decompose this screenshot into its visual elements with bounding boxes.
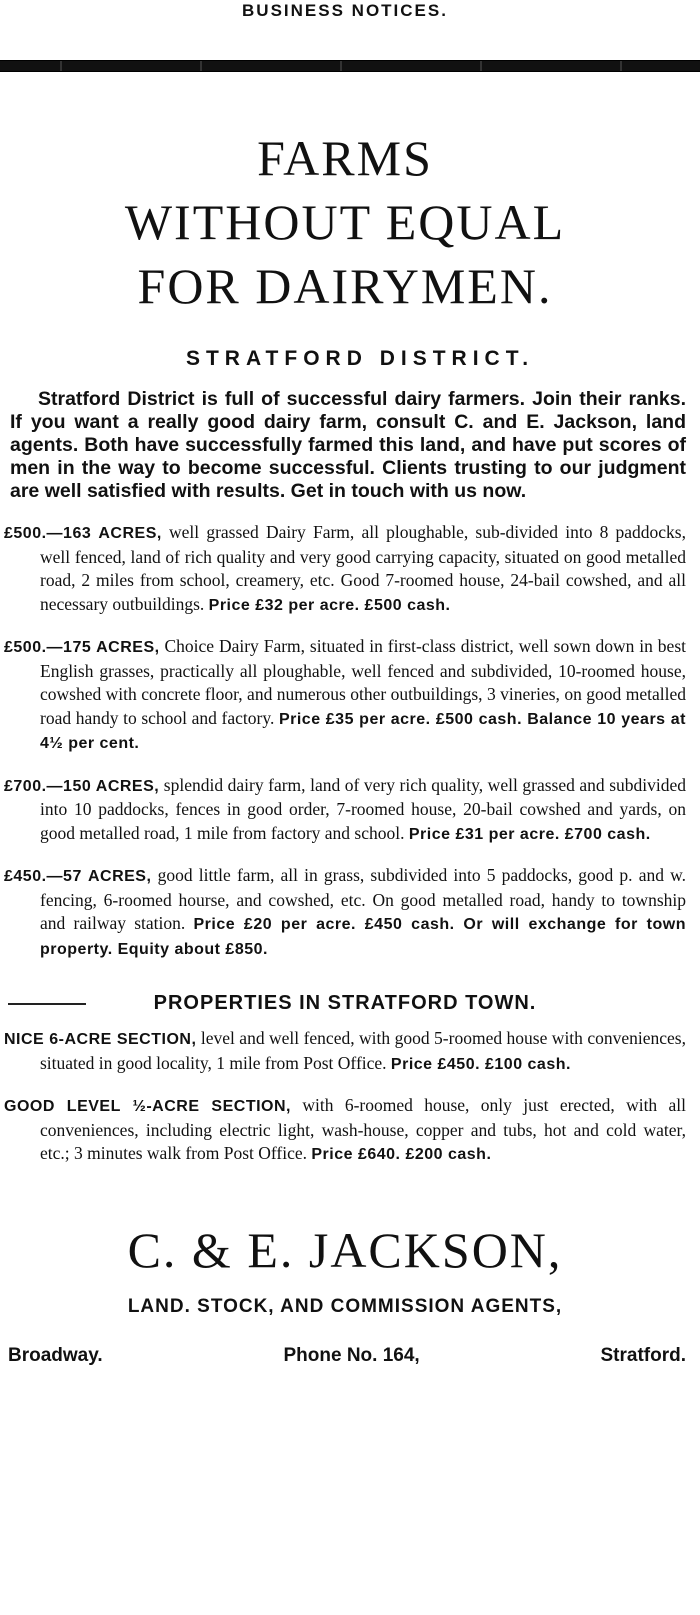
listing-body: good little farm, all in grass, subdivided into 5 paddocks, good p. and w. fencing, 6-roomed hourse, and cowshed, etc. On good metalled road, handy to township and railway station. — [40, 865, 687, 933]
listing-body: splendid dairy farm, land of very rich quality, well grassed and subdivided into 10 paddocks, fences in good order, 7-roomed house, 20-bail cowshed and yards, on good metalled road, 1 mile from factory and school. — [40, 774, 687, 843]
listing-2 — [4, 635, 686, 756]
section-header: BUSINESS NOTICES. — [242, 1, 448, 20]
listing-lead: GOOD LEVEL ½-ACRE SECTION, — [4, 1098, 291, 1115]
listing-body: with 6-roomed house, only just erected, with all conveniences, including electric light, wash-house, copper and tubs, hot and cold water, etc.; 3 minutes walk from Post Office. — [40, 1095, 687, 1163]
town-listing-2 — [4, 1094, 686, 1167]
listing-price: Price £20 per acre. £450 cash. Or will exchange for town property. Equity about £850. — [40, 916, 687, 958]
listing-lead: £500.—163 ACRES, — [4, 525, 162, 542]
address-left: Broadway. — [8, 1344, 103, 1366]
header-rule — [0, 60, 700, 72]
headline-line-1: FARMS — [257, 130, 433, 186]
intro-paragraph: Stratford District is full of successful dairy farmers. Join their ranks. If you want a really good dairy farm, consult C. and E. Jackson, land agents. Both have successfully farmed this land, and have put scores of men in the way to become successful. Clients trusting to our judgment are well satisfied with results. Get in touch with us now. — [10, 388, 686, 502]
listing-price: Price £640. £200 cash. — [311, 1146, 492, 1163]
town-section-title — [4, 989, 686, 1017]
listing-lead: £700.—150 ACRES, — [4, 777, 160, 795]
listing-4 — [4, 864, 686, 961]
address-right: Stratford. — [600, 1344, 686, 1366]
listing-body: well grassed Dairy Farm, all ploughable, sub-divided into 8 paddocks, well fenced, land of rich quality and very good carrying capacity, situated on good metalled road, 2 miles from school, creamery, etc. Good 7-roomed house, 24-bail cowshed, and all necessary outbuildings. — [40, 522, 686, 614]
listing-lead: £500.—175 ACRES, — [4, 639, 160, 656]
listing-3 — [4, 774, 686, 847]
listing-1 — [4, 521, 686, 617]
town-listing-1 — [4, 1027, 686, 1076]
listing-price: Price £31 per acre. £700 cash. — [408, 825, 651, 843]
town-section-title-text: PROPERTIES IN STRATFORD TOWN. — [153, 992, 537, 1014]
phone-number: Phone No. 164, — [283, 1344, 420, 1366]
firm-name: C. & E. JACKSON, — [127, 1221, 563, 1278]
listing-body: level and well fenced, with good 5-roomed house with conveniences, situated in good locality, 1 mile from Post Office. — [40, 1028, 686, 1073]
headline — [4, 126, 686, 318]
listing-price: Price £450. £100 cash. — [390, 1055, 571, 1073]
headline-line-2: WITHOUT EQUAL — [124, 194, 566, 250]
listing-body: Choice Dairy Farm, situated in first-class district, well sown down in best English grasses, practically all ploughable, well fenced and subdivided, 10-roomed house, cowshed with concrete floor, and numerous other outbuildings, 3 vineries, on good metalled road handy to school and factory. — [40, 636, 686, 728]
headline-line-3: FOR DAIRYMEN. — [137, 258, 553, 314]
firm-address-row — [4, 1341, 686, 1371]
firm-subtitle: LAND. STOCK, AND COMMISSION AGENTS, — [127, 1295, 563, 1317]
listing-lead: NICE 6-ACRE SECTION, — [4, 1031, 197, 1048]
listing-price: Price £35 per acre. £500 cash. Balance 10 years at 4½ per cent. — [40, 710, 686, 752]
section-dash — [8, 1003, 86, 1005]
listing-price: Price £32 per acre. £500 cash. — [208, 596, 451, 614]
district-title: STRATFORD DISTRICT. — [185, 347, 535, 370]
listing-lead: £450.—57 ACRES, — [4, 868, 152, 885]
